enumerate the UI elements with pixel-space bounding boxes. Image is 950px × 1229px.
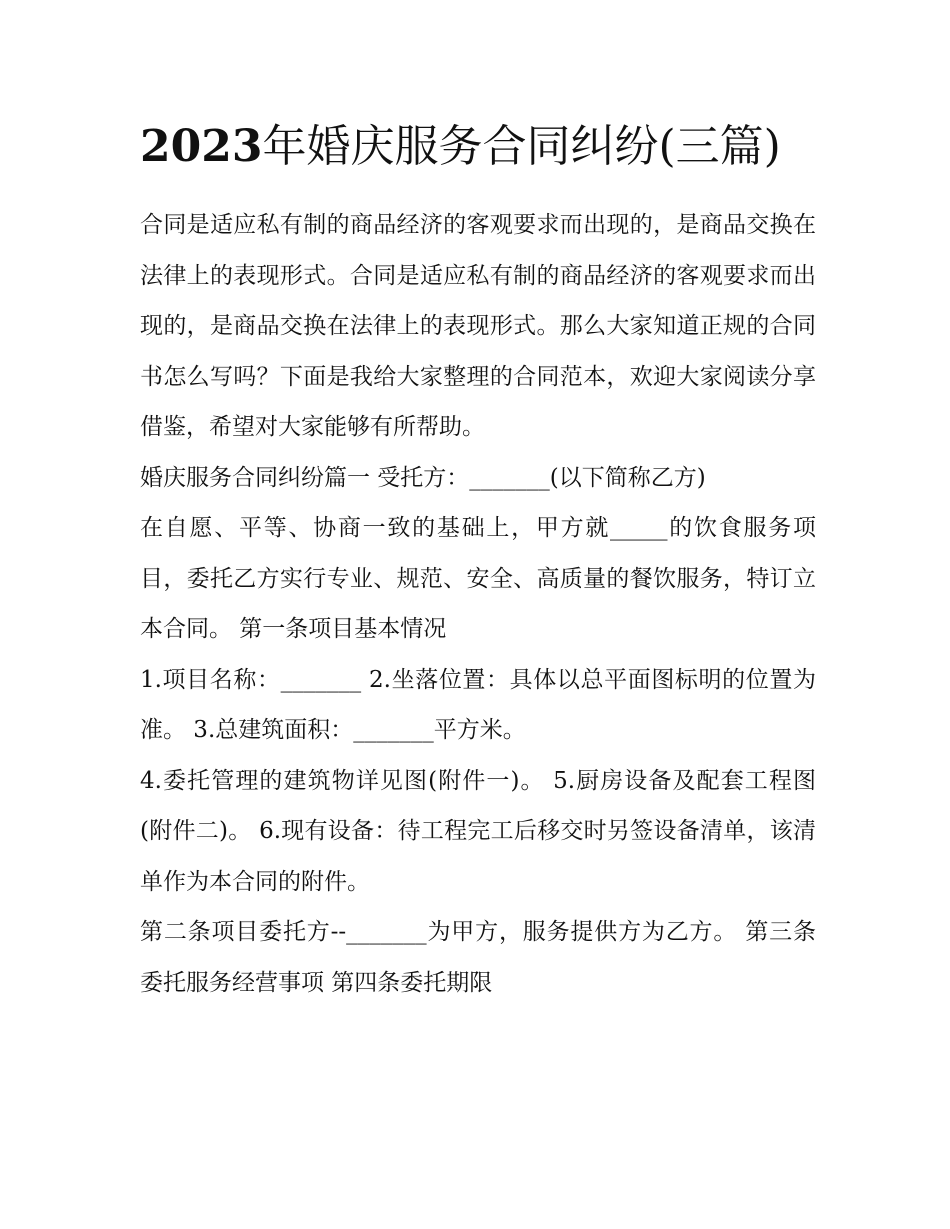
title-year: 2023 — [140, 121, 263, 172]
paragraph-intro: 合同是适应私有制的商品经济的客观要求而出现的，是商品交换在法律上的表现形式。合同是适应私有制的商品经济的客观要求而出现的，是商品交换在法律上的表现形式。那么大家知道正规的合同书怎么写吗？下面是我给大家整理的合同范本，欢迎大家阅读分享借鉴，希望对大家能够有所帮助。 — [140, 212, 816, 440]
paragraph-section-header: 婚庆服务合同纠纷篇一 受托方：_______(以下简称乙方) — [140, 464, 706, 491]
paragraph-project-items-2: 4.委托管理的建筑物详见图(附件一)。 5.厨房设备及配套工程图(附件二)。 6.现有设备：待工程完工后移交时另签设备清单，该清单作为本合同的附件。 — [140, 767, 816, 895]
paragraph-articles: 第二条项目委托方--_______为甲方，服务提供方为乙方。 第三条委托服务经营事项 第四条委托期限 — [140, 919, 816, 996]
paragraph-project-items-1: 1.项目名称：_______ 2.坐落位置：具体以总平面图标明的位置为准。 3.总建筑面积：_______平方米。 — [140, 666, 816, 743]
title-text: 年婚庆服务合同纠纷(三篇) — [262, 121, 781, 172]
paragraph-preamble: 在自愿、平等、协商一致的基础上，甲方就_____的饮食服务项目，委托乙方实行专业、规范、安全、高质量的餐饮服务，特订立本合同。 第一条项目基本情况 — [140, 515, 816, 642]
document-body — [140, 116, 816, 1008]
document-title — [140, 116, 816, 178]
